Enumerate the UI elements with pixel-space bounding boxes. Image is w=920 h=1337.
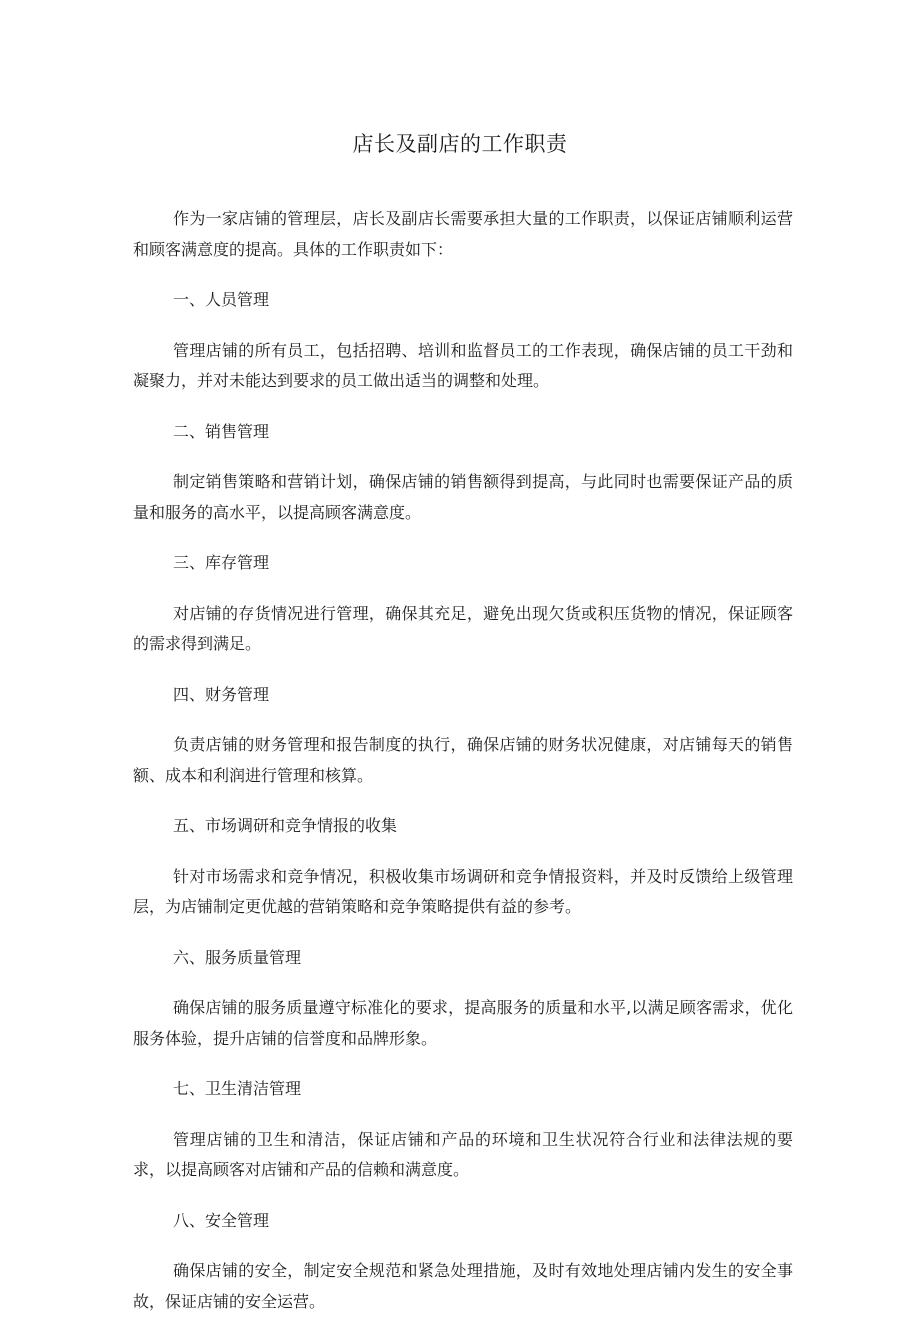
section-text-hygiene: 管理店铺的卫生和清洁，保证店铺和产品的环境和卫生状况符合行业和法律法规的要求，以提高顾客对店铺和产品的信赖和满意度。 — [133, 1129, 793, 1179]
section-heading-safety: 八、安全管理 — [173, 1210, 270, 1230]
section-text-inventory: 对店铺的存货情况进行管理，确保其充足，避免出现欠货或积压货物的情况，保证顾客的需求得到满足。 — [133, 603, 793, 653]
section-heading-market-research: 五、市场调研和竞争情报的收集 — [173, 816, 398, 835]
section-text-market-research: 针对市场需求和竞争情况，积极收集市场调研和竞争情报资料，并及时反馈给上级管理层，为店铺制定更优越的营销策略和竞争策略提供有益的参考。 — [133, 866, 793, 916]
section-text-personnel: 管理店铺的所有员工，包括招聘、培训和监督员工的工作表现，确保店铺的员工干劲和凝聚力，并对未能达到要求的员工做出适当的调整和处理。 — [133, 340, 793, 390]
document-title: 店长及副店的工作职责 — [352, 132, 568, 156]
document-body — [133, 204, 793, 1337]
section-heading-hygiene: 七、卫生清洁管理 — [173, 1079, 302, 1098]
section-text-safety: 确保店铺的安全，制定安全规范和紧急处理措施，及时有效地处理店铺内发生的安全事故，保证店铺的安全运营。 — [133, 1261, 793, 1311]
section-text-sales: 制定销售策略和营销计划，确保店铺的销售额得到提高，与此同时也需要保证产品的质量和服务的高水平，以提高顾客满意度。 — [133, 472, 793, 522]
section-heading-inventory: 三、库存管理 — [173, 553, 270, 572]
section-heading-finance: 四、财务管理 — [173, 684, 270, 704]
intro-paragraph: 作为一家店铺的管理层，店长及副店长需要承担大量的工作职责，以保证店铺顺利运营和顾客满意度的提高。具体的工作职责如下： — [133, 209, 793, 259]
section-heading-service-quality: 六、服务质量管理 — [173, 947, 302, 967]
section-heading-personnel: 一、人员管理 — [173, 290, 270, 309]
section-text-finance: 负责店铺的财务管理和报告制度的执行，确保店铺的财务状况健康，对店铺每天的销售额、成本和利润进行管理和核算。 — [133, 735, 793, 785]
section-text-service-quality: 确保店铺的服务质量遵守标准化的要求，提高服务的质量和水平,以满足顾客需求，优化服务体验，提升店铺的信誉度和品牌形象。 — [133, 998, 793, 1048]
section-heading-sales: 二、销售管理 — [173, 421, 270, 441]
